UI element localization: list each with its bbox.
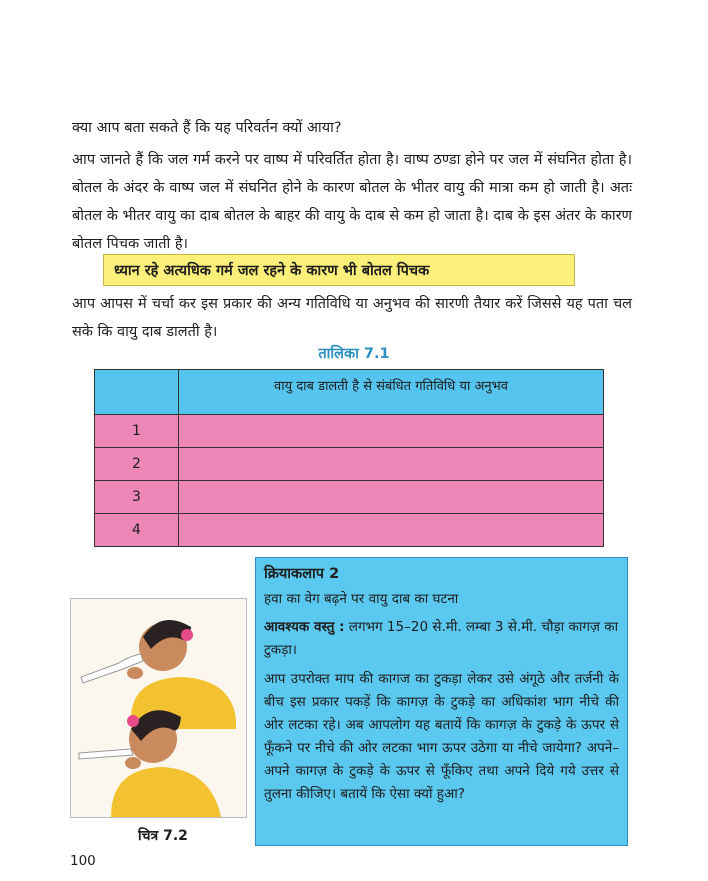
girl-blowing-paper-illustration	[71, 599, 246, 817]
row-entry	[179, 415, 604, 448]
activity-title: क्रियाकलाप 2	[264, 566, 340, 582]
explanation-paragraph: आप जानते हैं कि जल गर्म करने पर वाष्प में परिवर्तित होता है। वाष्प ठण्डा होने पर जल में संघनित होता है। बोतल के अंदर के वाष्प जल में संघनित होने के कारण बोतल के भीतर वायु की मात्रा कम हो जाती है। अतः बोतल के भीतर वायु का दाब बोतल के बाहर की वायु के दाब से कम हो जाता है। दाब के इस अंतर के कारण बोतल पिचक जाती है।	[72, 152, 632, 252]
table-row	[95, 514, 604, 547]
page-number: 100	[70, 853, 96, 869]
row-number: 4	[95, 514, 179, 547]
activity-requirements	[264, 616, 619, 662]
activity-instructions: आप उपरोक्त माप की कागज का टुकड़ा लेकर उसे अंगूठे और तर्जनी के बीच इस प्रकार पकड़ें कि कागज़ के टुकड़े का अधिकांश भाग नीचे की ओर लटका रहे। अब आपलोग यह बतायें कि कागज़ के टुकड़े के ऊपर से फूँकने पर नीचे की ओर लटका भाग ऊपर उठेगा या नीचे जायेगा? अपने–अपने कागज़ के टुकड़े के ऊपर से फूँकिए तथा अपने दिये गये उत्तर से तुलना कीजिए। बतायें कि ऐसा क्यों हुआ?	[264, 671, 619, 802]
requirement-text: लगभग 15–20 से.मी. लम्बा 3 से.मी. चौड़ा कागज़ का टुकड़ा।	[264, 619, 619, 658]
figure-caption: चित्र 7.2	[138, 828, 188, 844]
data-table	[94, 369, 604, 547]
table-header-row	[95, 370, 604, 415]
row-number: 2	[95, 448, 179, 481]
table-row	[95, 448, 604, 481]
table-header-label: वायु दाब डालती है से संबंधित गतिविधि या अनुभव	[179, 370, 604, 415]
table-row	[95, 481, 604, 514]
row-entry	[179, 514, 604, 547]
requirement-label: आवश्यक वस्तु :	[264, 619, 345, 635]
discussion-paragraph: आप आपस में चर्चा कर इस प्रकार की अन्य गतिविधि या अनुभव की सारणी तैयार करें जिससे यह पता चल सके कि वायु दाब डालती है।	[72, 296, 632, 340]
activity-box	[255, 557, 628, 846]
row-number: 3	[95, 481, 179, 514]
activity-subtitle: हवा का वेग बढ़ने पर वायु दाब का घटना	[264, 591, 459, 607]
row-entry	[179, 481, 604, 514]
figure-illustration	[70, 598, 247, 818]
row-number: 1	[95, 415, 179, 448]
table-title: तालिका 7.1	[318, 346, 390, 362]
row-entry	[179, 448, 604, 481]
table-row	[95, 415, 604, 448]
table-header-empty	[95, 370, 179, 415]
question-text: क्या आप बता सकते हैं कि यह परिवर्तन क्यों आया?	[72, 120, 342, 136]
caution-box: ध्यान रहे अत्यधिक गर्म जल रहने के कारण भी बोतल पिचक	[103, 254, 575, 286]
